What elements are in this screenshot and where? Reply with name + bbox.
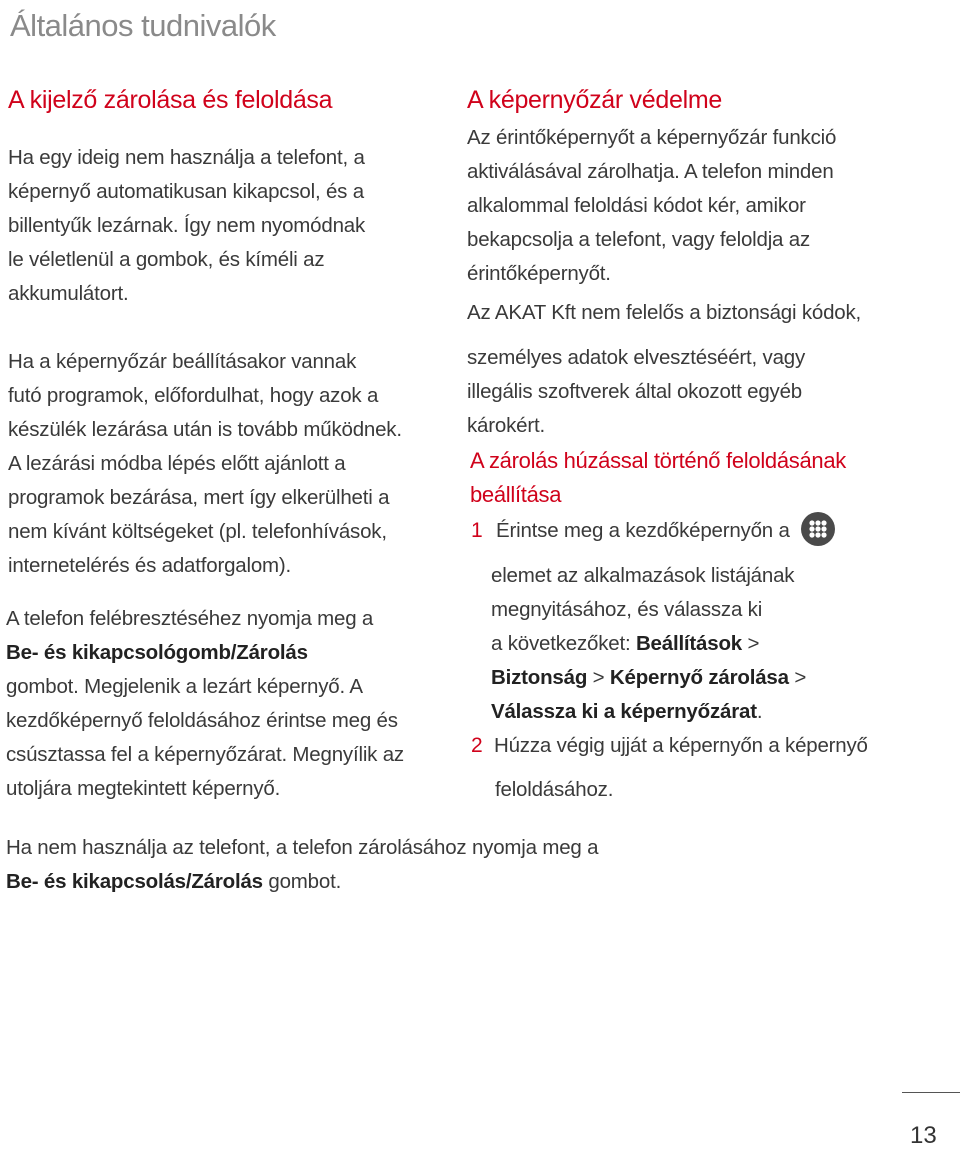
left-para-3 xyxy=(6,602,456,806)
step-1-number: 1 xyxy=(471,519,483,542)
text-line: Válassza ki a képernyőzárat. xyxy=(491,700,763,723)
text-line: nem kívánt költségeket (pl. telefonhívások, xyxy=(8,520,387,543)
text-line: gombot. Megjelenik a lezárt képernyő. A xyxy=(6,675,363,698)
text-line: le véletlenül a gombok, és kíméli az xyxy=(8,248,325,271)
text-line: csúsztassa fel a képernyőzárat. Megnyílik az xyxy=(6,743,404,766)
text-line: billentyűk lezárnak. Így nem nyomódnak xyxy=(8,214,366,237)
subheading-line: A zárolás húzással történő feloldásának xyxy=(470,448,846,473)
right-para-2 xyxy=(467,341,947,443)
left-para-1 xyxy=(8,141,448,311)
text-line: programok bezárása, mert így elkerülheti a xyxy=(8,486,390,509)
text-line: internetelérés és adatforgalom). xyxy=(8,554,292,577)
step-1-body xyxy=(491,559,951,729)
step-2-number: 2 xyxy=(471,734,483,757)
text-line: elemet az alkalmazások listájának xyxy=(491,564,795,587)
right-para-1 xyxy=(467,121,947,291)
text-line: Ha a képernyőzár beállításakor vannak xyxy=(8,350,357,373)
page-header-title: Általános tudnivalók xyxy=(10,8,276,43)
text-line: bekapcsolja a telefont, vagy feloldja az xyxy=(467,228,811,251)
text-line: illegális szoftverek által okozott egyéb xyxy=(467,380,802,403)
text-line: Biztonság > Képernyő zárolása > xyxy=(491,666,807,689)
subheading-swipe-unlock xyxy=(470,444,846,512)
bottom-note: Ha nem használja az telefont, a telefon zárolásához nyomja meg a Be- és kikapcsolás/Zárolás gombot. xyxy=(6,831,906,899)
apps-icon xyxy=(801,512,835,546)
text-line: A telefon felébresztéséhez nyomja meg a xyxy=(6,607,374,630)
left-para-2 xyxy=(8,345,458,583)
section-heading-protection: A képernyőzár védelme xyxy=(467,86,722,114)
text-line: Ha egy ideig nem használja a telefont, a xyxy=(8,146,365,169)
right-para-2-line1: Az AKAT Kft nem felelős a biztonsági kódok, xyxy=(467,301,862,324)
text-line: károkért. xyxy=(467,414,545,437)
text-line: futó programok, előfordulhat, hogy azok a xyxy=(8,384,379,407)
text-line: alkalommal feloldási kódot kér, amikor xyxy=(467,194,806,217)
text-line: a következőket: Beállítások > xyxy=(491,632,760,655)
text-line: képernyő automatikusan kikapcsol, és a xyxy=(8,180,364,203)
text-line: A lezárási módba lépés előtt ajánlott a xyxy=(8,452,346,475)
text-line: érintőképernyőt. xyxy=(467,262,611,285)
text-line: személyes adatok elvesztéséért, vagy xyxy=(467,346,806,369)
menu-path-screen-lock: Képernyő zárolása xyxy=(609,666,789,689)
footer-divider xyxy=(902,1092,960,1093)
text-line: kezdőképernyő feloldásához érintse meg és xyxy=(6,709,398,732)
step-2-line2: feloldásához. xyxy=(495,778,614,801)
text-line: akkumulátort. xyxy=(8,282,129,305)
text-line: Az érintőképernyőt a képernyőzár funkció xyxy=(467,126,837,149)
section-heading-lock: A kijelző zárolása és feloldása xyxy=(8,86,333,114)
menu-path-settings: Beállítások xyxy=(635,632,742,655)
step-1-line1 xyxy=(496,514,936,549)
page-number: 13 xyxy=(910,1122,937,1149)
subheading-line: beállítása xyxy=(470,482,562,507)
text-line: készülék lezárása után is tovább működnek. xyxy=(8,418,402,441)
text-line: utoljára megtekintett képernyő. xyxy=(6,777,281,800)
text-line: aktiválásával zárolhatja. A telefon minden xyxy=(467,160,834,183)
text-line: Érintse meg a kezdőképernyőn a xyxy=(496,519,790,542)
menu-path-security: Biztonság xyxy=(491,666,588,689)
text-line: Ha nem használja az telefont, a telefon zárolásához nyomja meg a xyxy=(6,836,599,859)
bold-button-name: Be- és kikapcsolás/Zárolás xyxy=(6,870,263,893)
step-2-line1: Húzza végig ujját a képernyőn a képernyő xyxy=(494,734,868,757)
bold-button-name: Be- és kikapcsológomb/Zárolás xyxy=(6,641,308,664)
menu-path-choose-lock: Válassza ki a képernyőzárat xyxy=(491,700,757,723)
text-line: megnyitásához, és válassza ki xyxy=(491,598,763,621)
